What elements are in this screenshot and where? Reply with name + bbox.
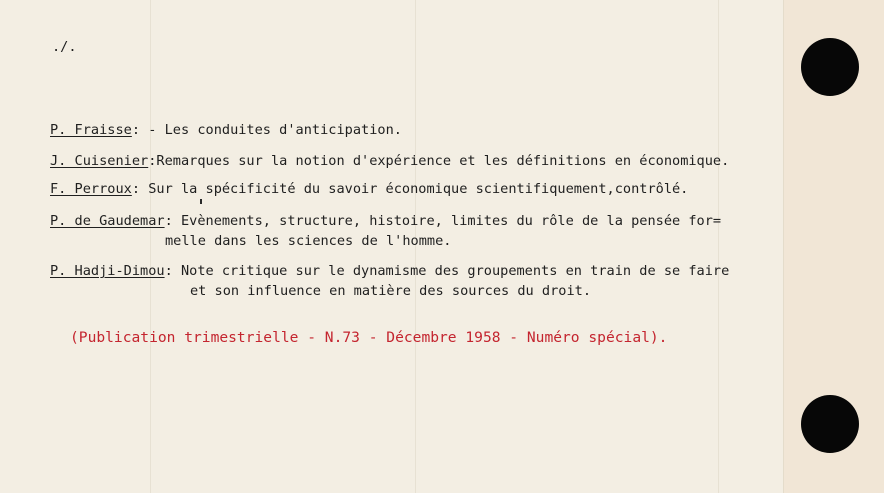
punch-hole-top	[801, 38, 859, 96]
author-separator: :	[164, 213, 181, 229]
entry-title: Note critique sur le dynamisme des groupements en train de se faire	[180, 263, 730, 279]
entry-fraisse	[50, 121, 402, 139]
author-name: J. Cuisenier	[50, 153, 149, 169]
author-separator: : -	[131, 122, 165, 138]
publication-note: (Publication trimestrielle - N.73 - Décembre 1958 - Numéro spécial).	[70, 329, 668, 346]
entry-title: Les conduites d'anticipation.	[164, 122, 402, 138]
author-name: P. Fraisse	[50, 122, 132, 138]
entry-gaudemar-continuation: melle dans les sciences de l'homme.	[165, 233, 452, 249]
entry-title: Remarques sur la notion d'expérience et les définitions en économique.	[156, 153, 730, 169]
fold-crease	[150, 0, 151, 493]
author-separator: :	[131, 181, 149, 197]
typewriter-mark	[200, 199, 202, 204]
author-name: F. Perroux	[50, 181, 132, 197]
author-separator: :	[164, 263, 181, 279]
entry-cuisenier	[50, 152, 729, 170]
author-separator: :	[148, 153, 157, 169]
punch-hole-bottom	[801, 395, 859, 453]
fold-crease	[718, 0, 719, 493]
entry-title: Evènements, structure, histoire, limites du rôle de la pensée for=	[180, 213, 722, 229]
entry-title: Sur la spécificité du savoir économique scientifiquement,contrôlé.	[148, 181, 689, 197]
entry-hadji-dimou	[50, 262, 729, 280]
header-mark: ./.	[52, 39, 77, 55]
author-name: P. Hadji-Dimou	[50, 263, 165, 279]
entry-perroux	[50, 180, 688, 198]
entry-hadji-dimou-continuation: et son influence en matière des sources du droit.	[190, 283, 592, 299]
entry-gaudemar	[50, 212, 721, 230]
author-name: P. de Gaudemar	[50, 213, 165, 229]
